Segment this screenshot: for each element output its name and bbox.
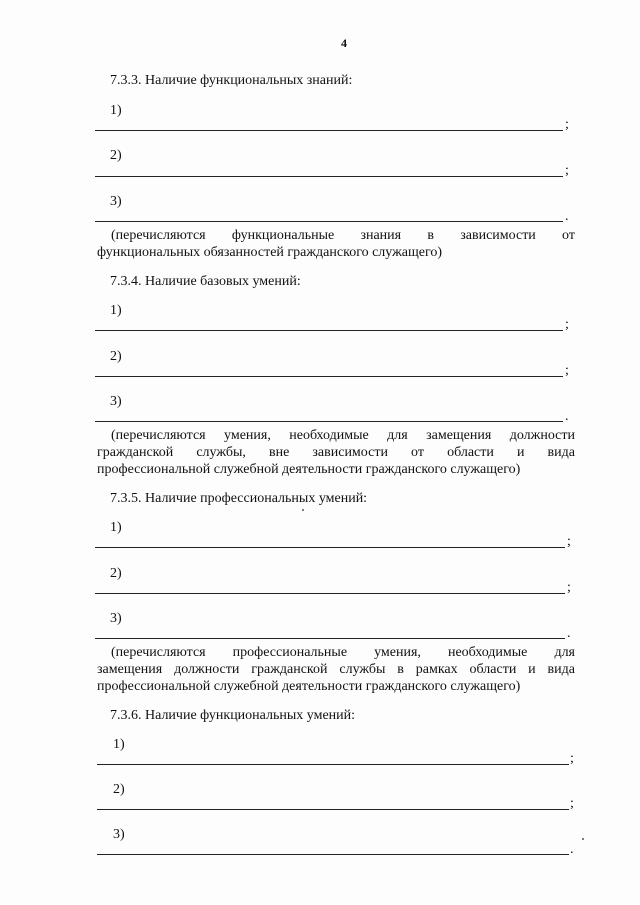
- answer-line: [97, 764, 569, 765]
- line-end-mark: ;: [570, 751, 574, 766]
- item-label: 1): [113, 737, 125, 752]
- answer-line: [95, 638, 565, 639]
- item-label: 3): [113, 827, 125, 842]
- item-label: 1): [110, 303, 122, 318]
- answer-line: [95, 421, 563, 422]
- note-line: (перечисляются профессиональные умения, необходимые для: [111, 645, 575, 660]
- page-number: 4: [341, 36, 347, 50]
- item-label: 2): [110, 148, 122, 163]
- scan-speck: [302, 509, 304, 511]
- line-end-mark: ;: [567, 534, 571, 549]
- line-end-mark: ;: [565, 117, 569, 132]
- note-line: (перечисляются умения, необходимые для замещения должности: [111, 428, 575, 443]
- item-label: 1): [110, 520, 122, 535]
- line-end-mark: ;: [567, 580, 571, 595]
- item-label: 2): [110, 349, 122, 364]
- note-line: функциональных обязанностей гражданского служащего): [97, 245, 443, 260]
- answer-line: [95, 130, 563, 131]
- line-end-mark: ;: [565, 163, 569, 178]
- section-heading-7-3-5: 7.3.5. Наличие профессиональных умений:: [110, 491, 368, 506]
- answer-line: [95, 376, 563, 377]
- answer-line: [95, 221, 563, 222]
- section-note: [97, 644, 575, 695]
- item-label: 1): [110, 103, 122, 118]
- note-line: профессиональной служебной деятельности гражданского служащего): [97, 679, 521, 694]
- line-end-mark: .: [565, 409, 569, 424]
- section-heading-7-3-6: 7.3.6. Наличие функциональных умений:: [110, 708, 356, 723]
- answer-line: [97, 809, 569, 810]
- item-label: 3): [110, 611, 122, 626]
- item-label: 2): [110, 566, 122, 581]
- line-end-mark: .: [565, 209, 569, 224]
- section-heading-7-3-4: 7.3.4. Наличие базовых умений:: [110, 274, 301, 289]
- note-line: замещения должности гражданской службы в рамках области и вида: [97, 662, 575, 677]
- answer-line: [95, 176, 563, 177]
- line-end-mark: ;: [565, 317, 569, 332]
- answer-line: [95, 593, 565, 594]
- line-end-mark: ;: [565, 363, 569, 378]
- answer-line: [95, 547, 565, 548]
- line-end-mark: ;: [570, 796, 574, 811]
- line-end-mark: .: [570, 842, 574, 857]
- item-label: 3): [110, 394, 122, 409]
- item-label: 2): [113, 782, 125, 797]
- answer-line: [95, 330, 563, 331]
- note-line: (перечисляются функциональные знания в зависимости от: [111, 228, 575, 243]
- answer-line: [97, 854, 569, 855]
- note-line: профессиональной служебной деятельности гражданского служащего): [97, 462, 521, 477]
- note-line: гражданской службы, вне зависимости от области и вида: [97, 445, 575, 460]
- section-note: [97, 427, 575, 478]
- scan-speck: [582, 838, 584, 840]
- section-heading-7-3-3: 7.3.3. Наличие функциональных знаний:: [110, 73, 353, 88]
- line-end-mark: .: [567, 626, 571, 641]
- item-label: 3): [110, 194, 122, 209]
- section-note: [97, 227, 575, 261]
